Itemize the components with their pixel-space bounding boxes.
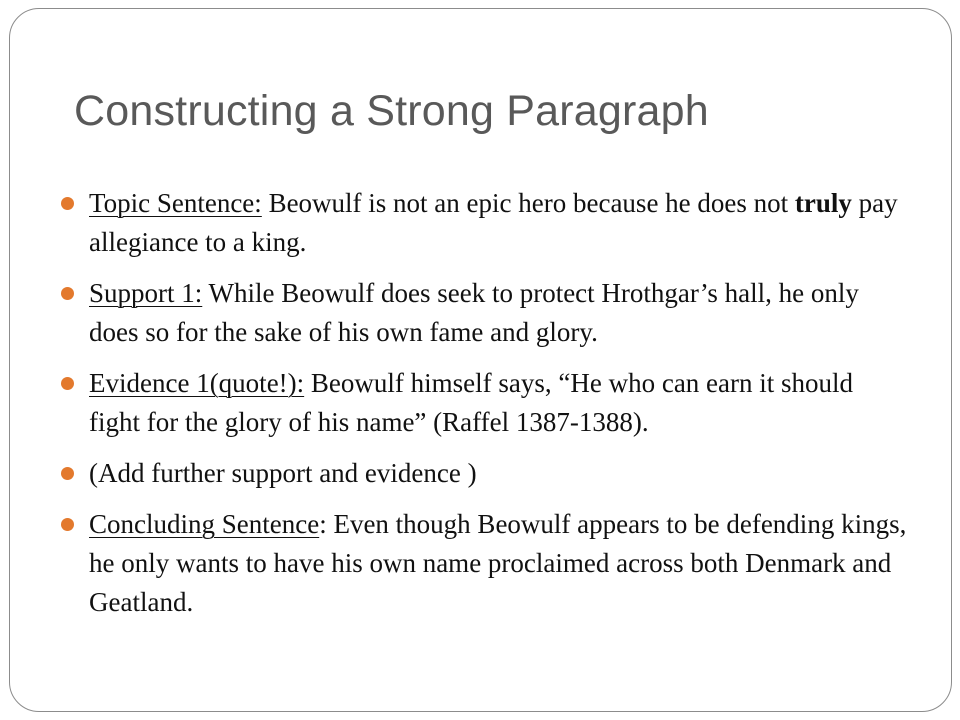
bullet-text-continued: pay allegiance to a king. <box>89 188 898 257</box>
bullet-lead: Evidence 1(quote!): <box>89 368 305 398</box>
bullet-text: Beowulf is not an epic hero because he does not <box>261 188 795 218</box>
bullet-text: (Add further support and evidence ) <box>89 458 477 488</box>
bullet-dot-icon <box>61 287 74 300</box>
bullet-text: While Beowulf does seek to protect Hrothgar’s hall, he only does so for the sake of his own fame and glory. <box>89 278 859 347</box>
bullet-dot-icon <box>61 197 74 210</box>
bullet-topic-sentence <box>60 184 910 262</box>
bullet-lead: Support 1: <box>89 278 203 308</box>
bullet-text: : Even though Beowulf appears to be defending kings, he only wants to have his own name proclaimed across both Denmark and Geatland. <box>89 509 907 617</box>
bullet-dot-icon <box>61 377 74 390</box>
bullet-text: Beowulf himself says, “He who can earn it should fight for the glory of his name” (Raffel 1387-1388). <box>89 368 854 437</box>
bullet-support-1 <box>60 274 910 352</box>
bullet-lead: Topic Sentence: <box>89 188 262 218</box>
bullet-concluding-sentence <box>60 505 910 622</box>
bullet-evidence-1 <box>60 364 910 442</box>
bullet-emphasis: truly <box>794 188 852 218</box>
bullet-further-support <box>60 454 910 493</box>
slide-title: Constructing a Strong Paragraph <box>74 87 709 135</box>
bullet-list <box>60 184 910 634</box>
slide <box>9 8 952 712</box>
bullet-dot-icon <box>61 518 74 531</box>
bullet-lead: Concluding Sentence <box>89 509 320 539</box>
bullet-dot-icon <box>61 467 74 480</box>
